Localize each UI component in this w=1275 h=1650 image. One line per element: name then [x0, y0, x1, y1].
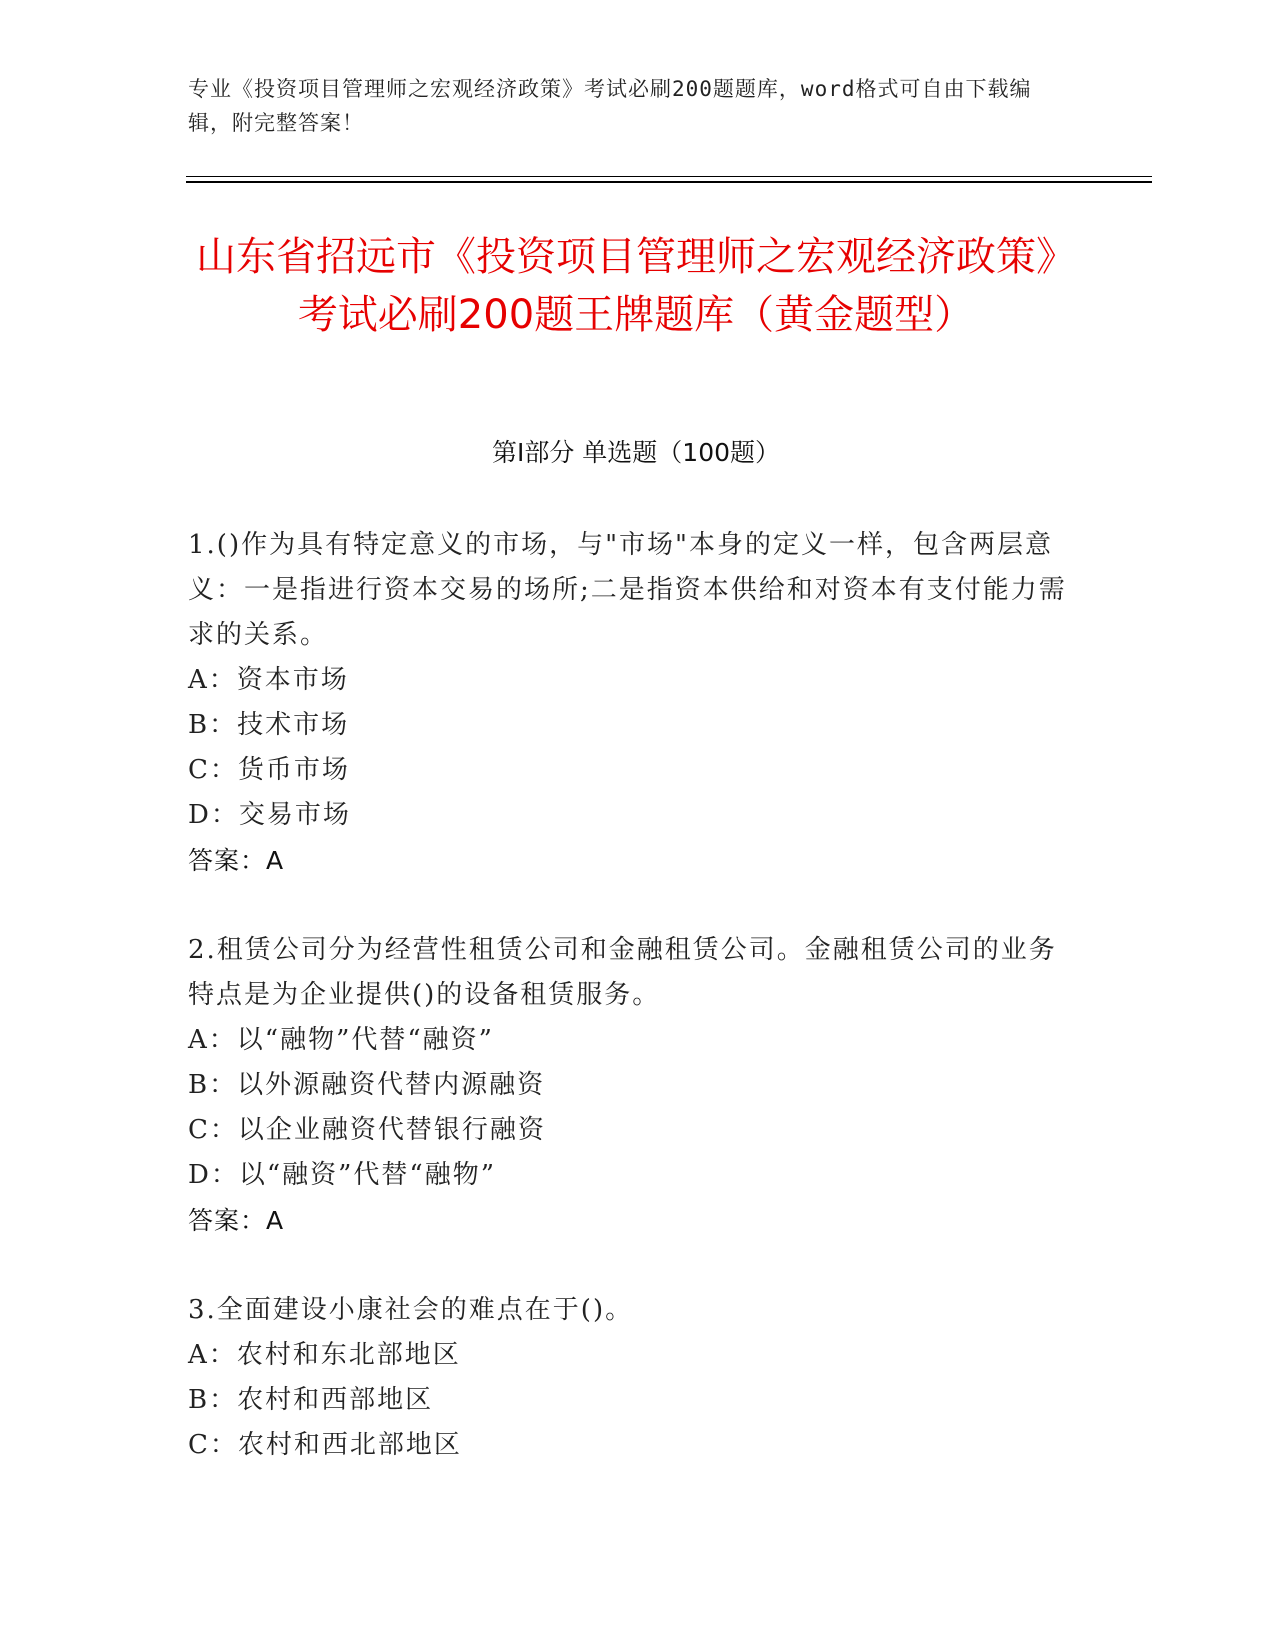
question-list: [188, 523, 1068, 1513]
answer: 答案：A: [188, 1206, 285, 1235]
question-3: [188, 1288, 1068, 1468]
question-text: 2.租赁公司分为经营性租赁公司和金融租赁公司。金融租赁公司的业务特点是为企业提供()的设备租赁服务。: [188, 935, 1057, 1010]
option-c: C：以企业融资代替银行融资: [188, 1115, 546, 1145]
section-heading: 第I部分 单选题（100题）: [491, 438, 781, 467]
option-b: B：技术市场: [188, 710, 350, 740]
question-text: 1.()作为具有特定意义的市场，与"市场"本身的定义一样，包含两层意义：一是指进行资本交易的场所;二是指资本供给和对资本有支付能力需求的关系。: [188, 530, 1067, 650]
option-a: A：资本市场: [188, 665, 349, 695]
option-d: D：交易市场: [188, 800, 351, 830]
header-divider-thick: [186, 181, 1152, 183]
option-c: C：农村和西北部地区: [188, 1430, 462, 1460]
option-a: A：农村和东北部地区: [188, 1340, 461, 1370]
option-a: A：以“融物”代替“融资”: [188, 1025, 494, 1055]
header-note: 专业《投资项目管理师之宏观经济政策》考试必刷200题题库，word格式可自由下载编辑，附完整答案！: [188, 77, 1032, 135]
answer: 答案：A: [188, 846, 285, 875]
header-divider-thin: [186, 176, 1152, 177]
document-title: 山东省招远市《投资项目管理师之宏观经济政策》考试必刷200题王牌题库（黄金题型）: [196, 234, 1076, 338]
option-b: B：以外源融资代替内源融资: [188, 1070, 546, 1100]
question-2: [188, 928, 1068, 1243]
option-b: B：农村和西部地区: [188, 1385, 434, 1415]
option-c: C：货币市场: [188, 755, 350, 785]
question-1: [188, 523, 1068, 883]
option-d: D：以“融资”代替“融物”: [188, 1160, 497, 1190]
question-text: 3.全面建设小康社会的难点在于()。: [188, 1295, 634, 1325]
